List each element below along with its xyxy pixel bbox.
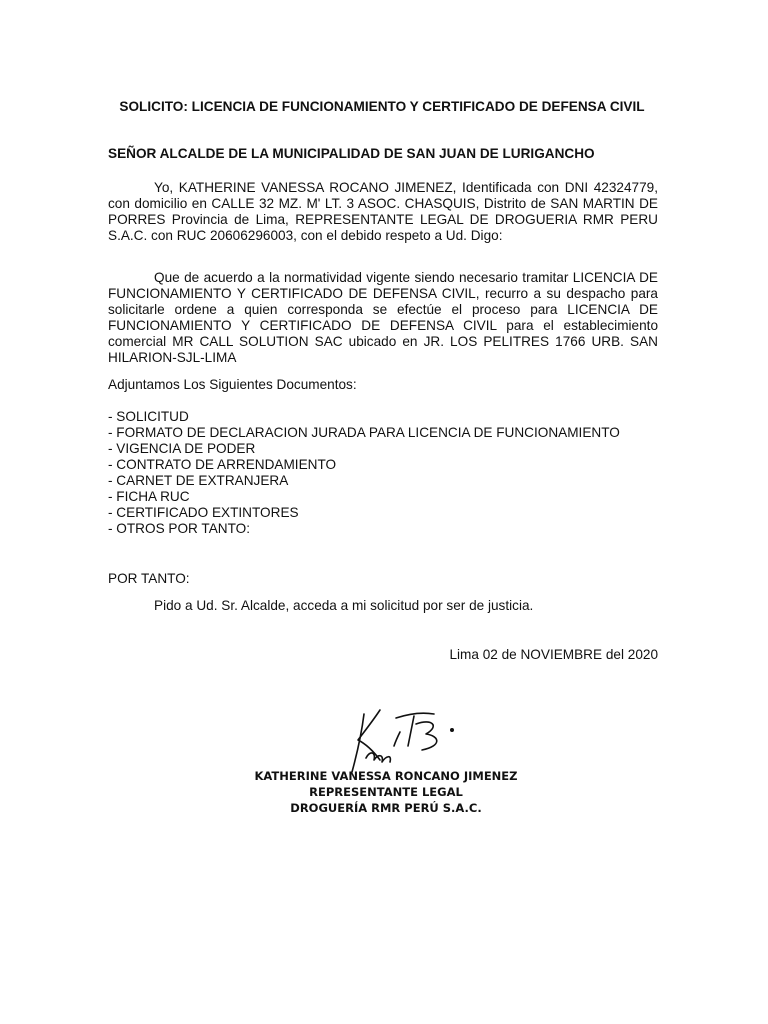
attachments-title: Adjuntamos Los Siguientes Documentos: (108, 377, 357, 392)
addressee: SEÑOR ALCALDE DE LA MUNICIPALIDAD DE SAN JUAN DE LURIGANCHO (108, 146, 595, 161)
list-item: - FICHA RUC (108, 489, 190, 504)
signer-role: REPRESENTANTE LEGAL (309, 785, 463, 799)
document-date: Lima 02 de NOVIEMBRE del 2020 (449, 647, 658, 662)
paragraph-identification: Yo, KATHERINE VANESSA ROCANO JIMENEZ, Identificada con DNI 42324779, con domicilio en CALLE 32 MZ. M' LT. 3 ASOC. CHASQUIS, Distrito de SAN MARTIN DE PORRES Provincia de Lima, REPRESENTANTE LEGAL DE DROGUERIA RMR PERU S.A.C. con RUC 20606296003, con el debido respeto a Ud. Digo: (108, 180, 658, 243)
closing-request: Pido a Ud. Sr. Alcalde, acceda a mi solicitud por ser de justicia. (154, 598, 534, 613)
list-item: - FORMATO DE DECLARACION JURADA PARA LICENCIA DE FUNCIONAMIENTO (108, 425, 620, 440)
list-item: - VIGENCIA DE PODER (108, 441, 256, 456)
signer-name: KATHERINE VANESSA RONCANO JIMENEZ (254, 769, 518, 783)
list-item: - SOLICITUD (108, 409, 189, 424)
list-item: - CARNET DE EXTRANJERA (108, 473, 289, 488)
signature-block (236, 768, 536, 816)
signer-company: DROGUERÍA RMR PERÚ S.A.C. (290, 801, 482, 815)
paragraph-request: Que de acuerdo a la normatividad vigente siendo necesario tramitar LICENCIA DE FUNCIONAMIENTO Y CERTIFICADO DE DEFENSA CIVIL, recurro a su despacho para solicitarle ordene a quien corresponda se efectúe el proceso para LICENCIA DE FUNCIONAMIENTO Y CERTIFICADO DE DEFENSA CIVIL para el establecimiento comercial MR CALL SOLUTION SAC ubicado en JR. LOS PELITRES 1766 URB. SAN HILARION-SJL-LIMA (108, 270, 658, 365)
list-item: - CONTRATO DE ARRENDAMIENTO (108, 457, 337, 472)
attachments-list (108, 409, 620, 537)
list-item: - OTROS POR TANTO: (108, 521, 250, 536)
document-title: SOLICITO: LICENCIA DE FUNCIONAMIENTO Y CERTIFICADO DE DEFENSA CIVIL (119, 99, 645, 114)
list-item: - CERTIFICADO EXTINTORES (108, 505, 299, 520)
por-tanto-heading: POR TANTO: (108, 571, 190, 586)
